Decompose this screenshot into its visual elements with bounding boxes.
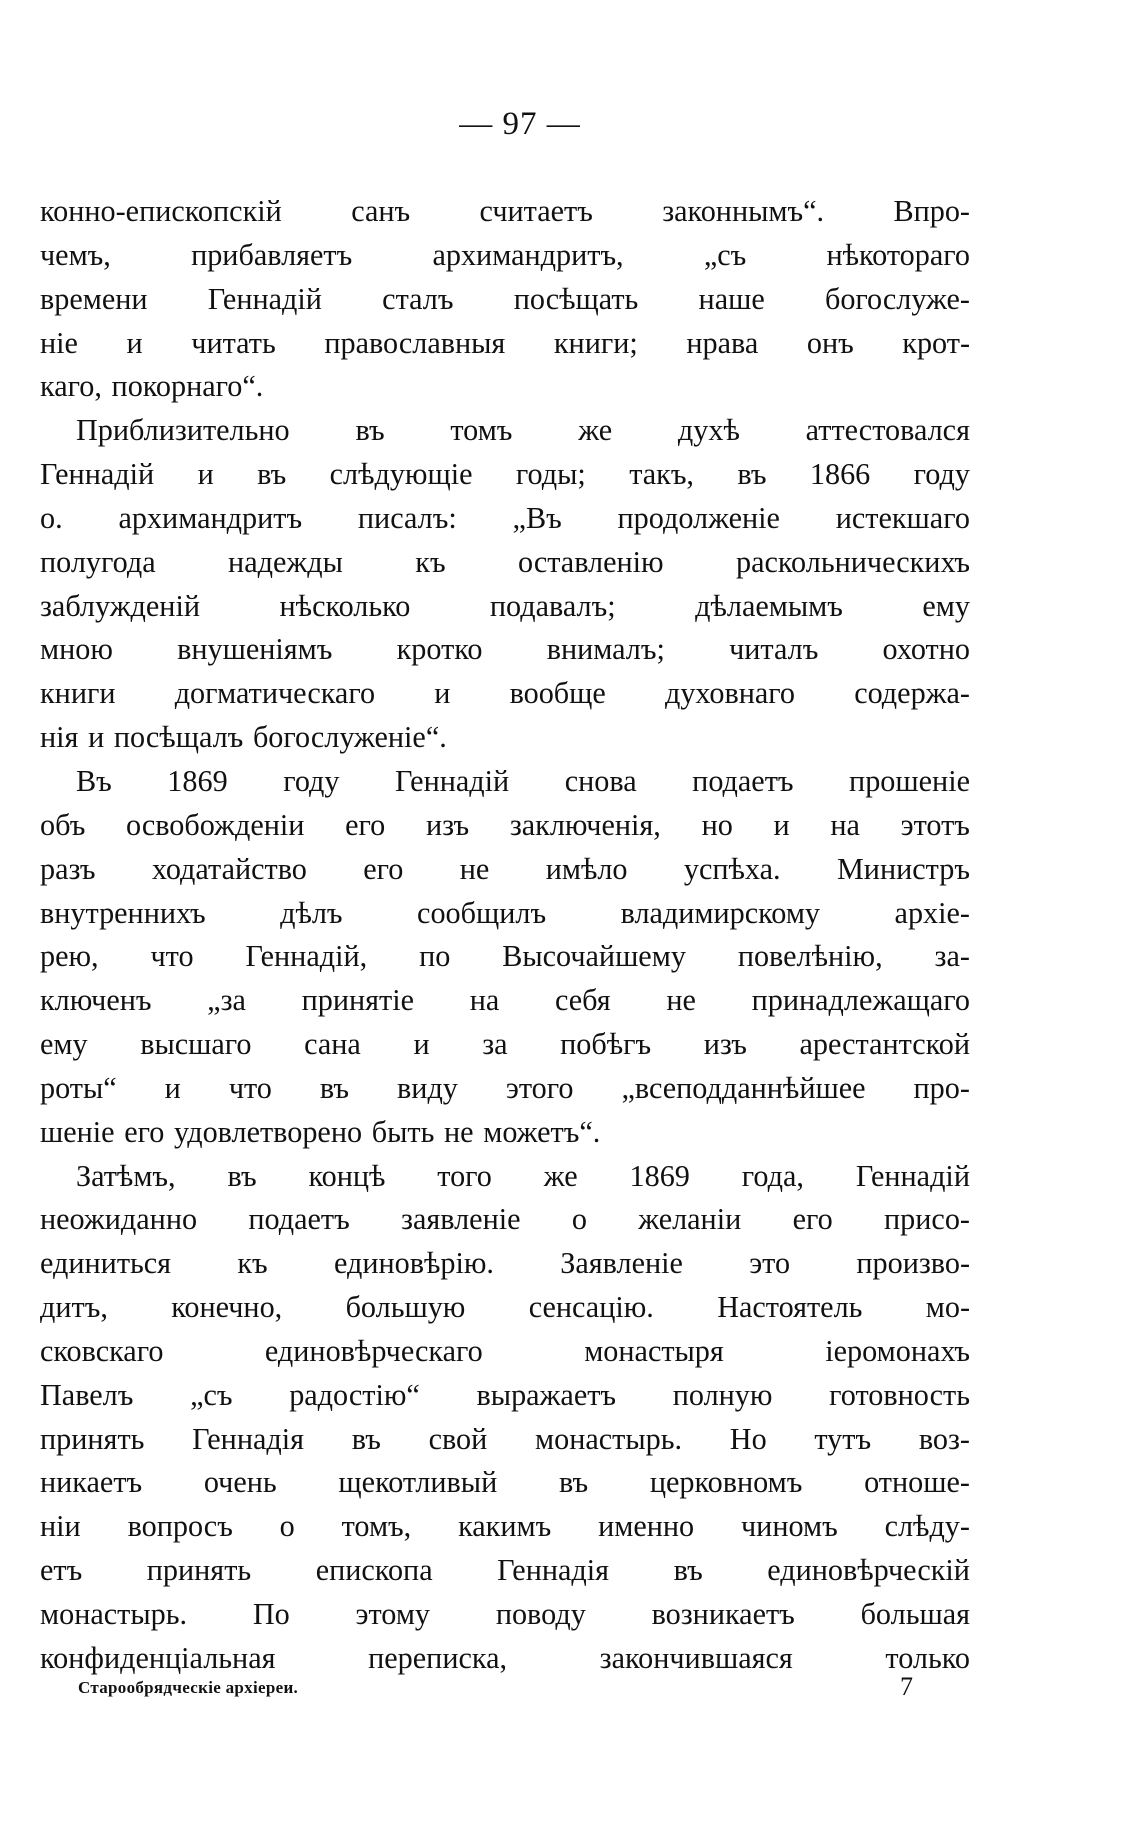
text-line: роты“ и что въ виду этого „всеподданнѣйшее про- bbox=[40, 1070, 970, 1105]
text-line: разъ ходатайство его не имѣло успѣха. Министръ bbox=[40, 851, 970, 886]
text-line: неожиданно подаетъ заявленіе о желаніи его присо- bbox=[40, 1202, 970, 1237]
text-line: рею, что Геннадій, по Высочайшему повелѣнію, за- bbox=[40, 939, 970, 974]
text-line: ніе и читать православныя книги; нрава онъ крот- bbox=[40, 325, 970, 360]
page-footer bbox=[78, 1672, 918, 1702]
signature-mark: 7 bbox=[900, 1672, 913, 1701]
text-line: о. архимандритъ писалъ: „Въ продолженіе истекшаго bbox=[40, 500, 970, 535]
text-line: мною внушеніямъ кротко внималъ; читалъ охотно bbox=[40, 632, 970, 667]
body-text bbox=[40, 190, 970, 1681]
text-line: принять Геннадія въ свой монастырь. Но тутъ воз- bbox=[40, 1421, 970, 1456]
text-line: Приблизительно въ томъ же духѣ аттестовался bbox=[76, 413, 970, 448]
page-number: — 97 — bbox=[459, 106, 581, 142]
text-line: времени Геннадій сталъ посѣщать наше богослуже- bbox=[40, 281, 970, 316]
text-line: конно-епископскій санъ считаетъ законнымъ“. Впро- bbox=[40, 194, 970, 228]
text-line: Въ 1869 году Геннадій снова подаетъ прошеніе bbox=[76, 763, 970, 798]
text-line: шеніе его удовлетворено быть не можетъ“. bbox=[40, 1114, 601, 1149]
text-line: каго, покорнаго“. bbox=[40, 369, 264, 404]
text-line: Павелъ „съ радостію“ выражаетъ полную готовность bbox=[40, 1377, 970, 1412]
text-line: никаетъ очень щекотливый въ церковномъ отноше- bbox=[40, 1465, 970, 1500]
text-line: ключенъ „за принятіе на себя не принадлежащаго bbox=[40, 983, 970, 1018]
text-line: ніи вопросъ о томъ, какимъ именно чиномъ слѣду- bbox=[40, 1509, 970, 1544]
text-line: заблужденій нѣсколько подавалъ; дѣлаемымъ ему bbox=[40, 588, 970, 623]
text-line: етъ принять епископа Геннадія въ единовѣрческій bbox=[40, 1553, 970, 1588]
text-line: Геннадій и въ слѣдующіе годы; такъ, въ 1866 году bbox=[40, 457, 970, 492]
text-line: Затѣмъ, въ концѣ того же 1869 года, Геннадій bbox=[76, 1158, 970, 1193]
text-line: объ освобожденіи его изъ заключенія, но и на этотъ bbox=[40, 807, 970, 842]
text-line: внутреннихъ дѣлъ сообщилъ владимирскому архіе- bbox=[40, 895, 970, 930]
text-line: монастырь. По этому поводу возникаетъ большая bbox=[40, 1597, 970, 1631]
text-line: единиться къ единовѣрію. Заявленіе это произво- bbox=[40, 1246, 970, 1281]
text-line: полугода надежды къ оставленію раскольническихъ bbox=[40, 544, 970, 579]
footer-title: Старообрядческіе архіереи. bbox=[78, 1678, 299, 1697]
text-line: ему высшаго сана и за побѣгъ изъ арестантской bbox=[40, 1027, 970, 1062]
text-line: дитъ, конечно, большую сенсацію. Настоятель мо- bbox=[40, 1290, 970, 1325]
text-line: нія и посѣщалъ богослуженіе“. bbox=[40, 720, 447, 755]
text-line: книги догматическаго и вообще духовнаго содержа- bbox=[40, 676, 970, 711]
text-line: сковскаго единовѣрческаго монастыря іеромонахъ bbox=[40, 1333, 970, 1368]
text-line: чемъ, прибавляетъ архимандритъ, „съ нѣкотораго bbox=[40, 237, 970, 272]
text-line: конфиденціальная переписка, закончившаяся только bbox=[40, 1640, 970, 1675]
